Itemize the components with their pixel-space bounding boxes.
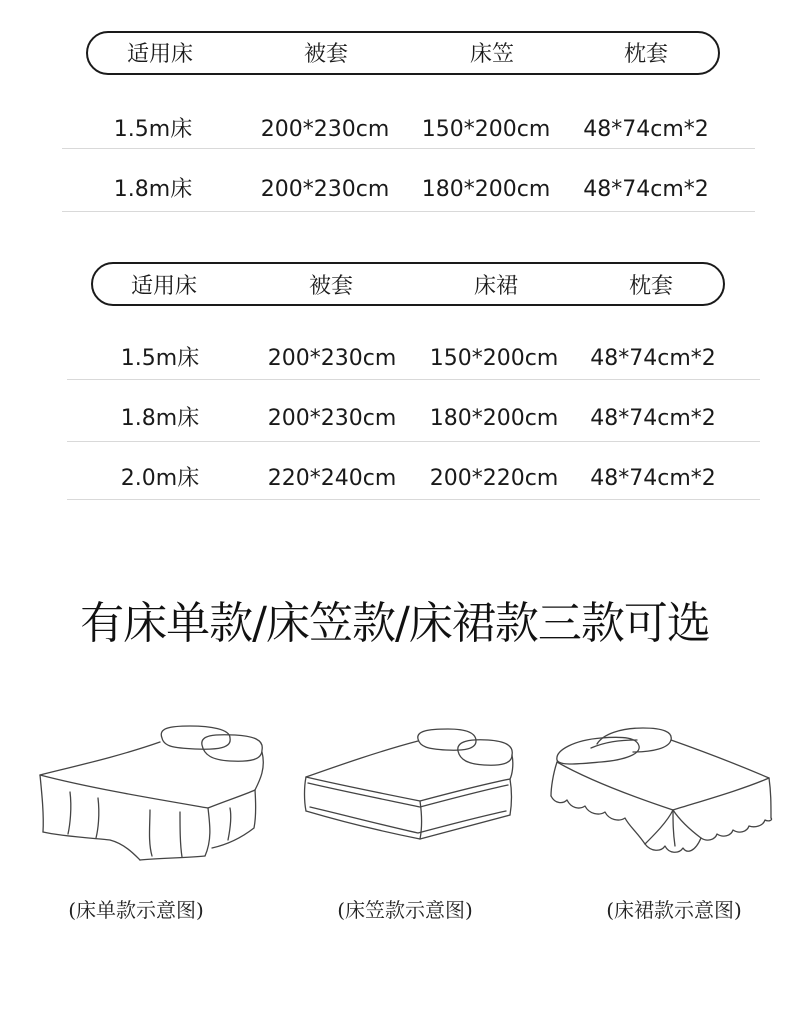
table1-header-duvet: 被套 — [303, 42, 349, 67]
table2-cell-bed: 1.8m床 — [120, 406, 200, 431]
table2-cell-duvet: 200*230cm — [267, 406, 397, 431]
style-options-headline: 有床单款/床笠款/床裙款三款可选 — [80, 598, 710, 649]
table2-cell-bed: 2.0m床 — [120, 466, 200, 491]
table1-cell-fitted-sheet: 180*200cm — [421, 177, 551, 202]
fitted-sheet-caption: (床笠款示意图) — [337, 898, 473, 922]
table1-row-divider — [62, 211, 755, 212]
fitted-sheet-bed-icon — [300, 725, 525, 850]
table2-cell-bed-skirt: 200*220cm — [429, 466, 559, 491]
table2-row-divider — [67, 379, 760, 380]
table2-row-divider — [67, 499, 760, 500]
flat-sheet-caption: (床单款示意图) — [68, 898, 204, 922]
flat-sheet-bed-icon — [30, 720, 270, 865]
bed-skirt-bed-icon — [545, 722, 775, 857]
table2-cell-duvet: 220*240cm — [267, 466, 397, 491]
table1-cell-pillowcase: 48*74cm*2 — [583, 177, 709, 202]
table1-cell-pillowcase: 48*74cm*2 — [583, 117, 709, 142]
table2-row-divider — [67, 441, 760, 442]
table1-cell-duvet: 200*230cm — [260, 117, 390, 142]
table1-cell-bed: 1.8m床 — [113, 177, 193, 202]
table2-header-duvet: 被套 — [308, 274, 354, 299]
table1-row-divider — [62, 148, 755, 149]
table2-cell-bed: 1.5m床 — [120, 346, 200, 371]
table2-cell-duvet: 200*230cm — [267, 346, 397, 371]
table2-cell-pillowcase: 48*74cm*2 — [590, 406, 716, 431]
table2-cell-pillowcase: 48*74cm*2 — [590, 346, 716, 371]
table2-cell-bed-skirt: 180*200cm — [429, 406, 559, 431]
table1-cell-fitted-sheet: 150*200cm — [421, 117, 551, 142]
table2-cell-pillowcase: 48*74cm*2 — [590, 466, 716, 491]
table2-header-pillowcase: 枕套 — [628, 274, 674, 299]
table1-header-fitted-sheet: 床笠 — [469, 42, 515, 67]
table1-header-bed: 适用床 — [126, 42, 194, 67]
table1-cell-bed: 1.5m床 — [113, 117, 193, 142]
table1-header-pillowcase: 枕套 — [623, 42, 669, 67]
table2-header-bed-skirt: 床裙 — [473, 274, 519, 299]
table2-header-bed: 适用床 — [130, 274, 198, 299]
bed-skirt-caption: (床裙款示意图) — [606, 898, 742, 922]
table1-cell-duvet: 200*230cm — [260, 177, 390, 202]
table2-cell-bed-skirt: 150*200cm — [429, 346, 559, 371]
